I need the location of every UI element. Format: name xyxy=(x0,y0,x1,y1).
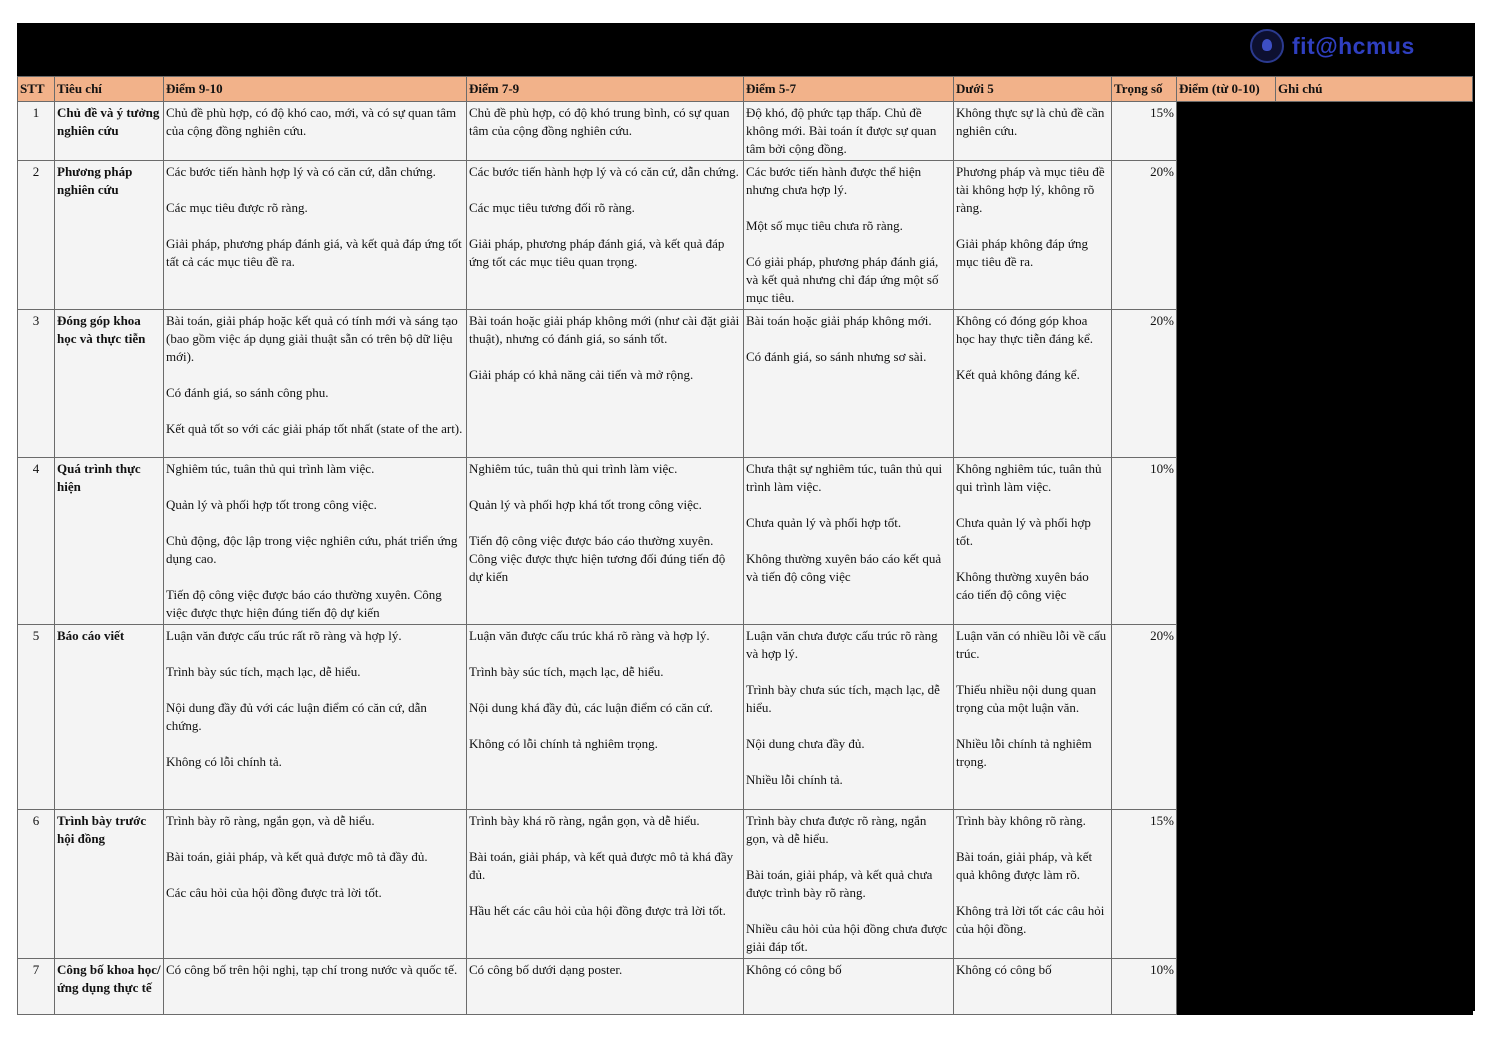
note-input-cell[interactable] xyxy=(1276,161,1473,310)
table-row xyxy=(18,310,1473,458)
row-stt: 2 xyxy=(18,161,55,310)
header-score-7-9: Điểm 7-9 xyxy=(467,77,744,102)
row-stt: 7 xyxy=(18,959,55,1015)
row-score-5-7: Luận văn chưa được cấu trúc rõ ràng và hợp lý. Trình bày chưa súc tích, mạch lạc, dễ hiểu. Nội dung chưa đầy đủ. Nhiều lỗi chính tả. xyxy=(744,625,954,810)
row-score-5-7: Chưa thật sự nghiêm túc, tuân thủ qui trình làm việc. Chưa quản lý và phối hợp tốt. Không thường xuyên báo cáo kết quả và tiến độ công việc xyxy=(744,458,954,625)
header-stt: STT xyxy=(18,77,55,102)
logo xyxy=(1250,28,1415,64)
note-input-cell[interactable] xyxy=(1276,625,1473,810)
row-criterion: Phương pháp nghiên cứu xyxy=(55,161,164,310)
header-score-9-10: Điểm 9-10 xyxy=(164,77,467,102)
header-below-5: Dưới 5 xyxy=(954,77,1112,102)
row-below-5: Không có đóng góp khoa học hay thực tiễn đáng kể. Kết quả không đáng kể. xyxy=(954,310,1112,458)
note-input-cell[interactable] xyxy=(1276,959,1473,1015)
table-row xyxy=(18,810,1473,959)
row-score-7-9: Các bước tiến hành hợp lý và có căn cứ, dẫn chứng. Các mục tiêu tương đối rõ ràng. Giải pháp, phương pháp đánh giá, và kết quả đáp ứng tốt các mục tiêu quan trọng. xyxy=(467,161,744,310)
row-score-5-7: Bài toán hoặc giải pháp không mới. Có đánh giá, so sánh nhưng sơ sài. xyxy=(744,310,954,458)
logo-text: fit@hcmus xyxy=(1292,32,1415,59)
table-row xyxy=(18,458,1473,625)
row-score-5-7: Trình bày chưa được rõ ràng, ngắn gọn, và dễ hiểu. Bài toán, giải pháp, và kết quả chưa được trình bày rõ ràng. Nhiều câu hỏi của hội đồng chưa được giải đáp tốt. xyxy=(744,810,954,959)
university-seal-icon xyxy=(1250,29,1284,63)
row-score-9-10: Nghiêm túc, tuân thủ qui trình làm việc. Quản lý và phối hợp tốt trong công việc. Chủ động, độc lập trong việc nghiên cứu, phát triển ứng dụng cao. Tiến độ công việc được báo cáo thường xuyên. Công việc được thực hiện đúng tiến độ dự kiến xyxy=(164,458,467,625)
note-input-cell[interactable] xyxy=(1276,458,1473,625)
score-input-cell[interactable] xyxy=(1177,625,1276,810)
row-weight: 20% xyxy=(1112,625,1177,810)
header-criterion: Tiêu chí xyxy=(55,77,164,102)
grading-rubric-table xyxy=(17,76,1473,1015)
row-score-7-9: Có công bố dưới dạng poster. xyxy=(467,959,744,1015)
row-score-5-7: Không có công bố xyxy=(744,959,954,1015)
score-input-cell[interactable] xyxy=(1177,810,1276,959)
row-below-5: Không thực sự là chủ đề cần nghiên cứu. xyxy=(954,102,1112,161)
note-input-cell[interactable] xyxy=(1276,810,1473,959)
row-score-7-9: Trình bày khá rõ ràng, ngắn gọn, và dễ hiểu. Bài toán, giải pháp, và kết quả được mô tả khá đầy đủ. Hầu hết các câu hỏi của hội đồng được trả lời tốt. xyxy=(467,810,744,959)
score-input-cell[interactable] xyxy=(1177,458,1276,625)
row-weight: 20% xyxy=(1112,161,1177,310)
row-stt: 6 xyxy=(18,810,55,959)
row-score-5-7: Các bước tiến hành được thể hiện nhưng chưa hợp lý. Một số mục tiêu chưa rõ ràng. Có giải pháp, phương pháp đánh giá, và kết quả nhưng chỉ đáp ứng một số mục tiêu. xyxy=(744,161,954,310)
header-weight: Trọng số xyxy=(1112,77,1177,102)
row-weight: 15% xyxy=(1112,102,1177,161)
row-score-9-10: Có công bố trên hội nghị, tạp chí trong nước và quốc tế. xyxy=(164,959,467,1015)
row-score-7-9: Chủ đề phù hợp, có độ khó trung bình, có sự quan tâm của cộng đồng nghiên cứu. xyxy=(467,102,744,161)
row-weight: 10% xyxy=(1112,959,1177,1015)
row-criterion: Chủ đề và ý tưởng nghiên cứu xyxy=(55,102,164,161)
row-score-9-10: Chủ đề phù hợp, có độ khó cao, mới, và có sự quan tâm của cộng đồng nghiên cứu. xyxy=(164,102,467,161)
score-input-cell[interactable] xyxy=(1177,161,1276,310)
header-score-5-7: Điểm 5-7 xyxy=(744,77,954,102)
row-below-5: Luận văn có nhiều lỗi về cấu trúc. Thiếu nhiều nội dung quan trọng của một luận văn. Nhiều lỗi chính tả nghiêm trọng. xyxy=(954,625,1112,810)
table-row xyxy=(18,161,1473,310)
row-below-5: Không nghiêm túc, tuân thủ qui trình làm việc. Chưa quản lý và phối hợp tốt. Không thường xuyên báo cáo tiến độ công việc xyxy=(954,458,1112,625)
table-row xyxy=(18,625,1473,810)
row-below-5: Không có công bố xyxy=(954,959,1112,1015)
header-row xyxy=(18,77,1473,102)
row-stt: 3 xyxy=(18,310,55,458)
row-stt: 5 xyxy=(18,625,55,810)
row-stt: 1 xyxy=(18,102,55,161)
row-criterion: Báo cáo viết xyxy=(55,625,164,810)
row-score-9-10: Bài toán, giải pháp hoặc kết quả có tính mới và sáng tạo (bao gồm việc áp dụng giải thuật sẵn có trên bộ dữ liệu mới). Có đánh giá, so sánh công phu. Kết quả tốt so với các giải pháp tốt nhất (state of the art). xyxy=(164,310,467,458)
table-row xyxy=(18,959,1473,1015)
row-criterion: Trình bày trước hội đồng xyxy=(55,810,164,959)
row-below-5: Phương pháp và mục tiêu đề tài không hợp lý, không rõ ràng. Giải pháp không đáp ứng mục tiêu đề ra. xyxy=(954,161,1112,310)
row-score-9-10: Các bước tiến hành hợp lý và có căn cứ, dẫn chứng. Các mục tiêu được rõ ràng. Giải pháp, phương pháp đánh giá, và kết quả đáp ứng tốt tất cả các mục tiêu đề ra. xyxy=(164,161,467,310)
row-criterion: Công bố khoa học/ứng dụng thực tế xyxy=(55,959,164,1015)
note-input-cell[interactable] xyxy=(1276,310,1473,458)
row-score-9-10: Trình bày rõ ràng, ngắn gọn, và dễ hiểu. Bài toán, giải pháp, và kết quả được mô tả đầy đủ. Các câu hỏi của hội đồng được trả lời tốt. xyxy=(164,810,467,959)
score-input-cell[interactable] xyxy=(1177,310,1276,458)
row-score-7-9: Bài toán hoặc giải pháp không mới (như cài đặt giải thuật), nhưng có đánh giá, so sánh tốt. Giải pháp có khả năng cải tiến và mở rộng. xyxy=(467,310,744,458)
table-row xyxy=(18,102,1473,161)
row-weight: 15% xyxy=(1112,810,1177,959)
score-input-cell[interactable] xyxy=(1177,959,1276,1015)
score-input-cell[interactable] xyxy=(1177,102,1276,161)
row-criterion: Quá trình thực hiện xyxy=(55,458,164,625)
row-below-5: Trình bày không rõ ràng. Bài toán, giải pháp, và kết quả không được làm rõ. Không trả lời tốt các câu hỏi của hội đồng. xyxy=(954,810,1112,959)
row-score-7-9: Nghiêm túc, tuân thủ qui trình làm việc. Quản lý và phối hợp khá tốt trong công việc. Tiến độ công việc được báo cáo thường xuyên. Công việc được thực hiện tương đối đúng tiến độ dự kiến xyxy=(467,458,744,625)
header-note: Ghi chú xyxy=(1276,77,1473,102)
row-stt: 4 xyxy=(18,458,55,625)
row-score-7-9: Luận văn được cấu trúc khá rõ ràng và hợp lý. Trình bày súc tích, mạch lạc, dễ hiểu. Nội dung khá đầy đủ, các luận điểm có căn cứ. Không có lỗi chính tả nghiêm trọng. xyxy=(467,625,744,810)
row-criterion: Đóng góp khoa học và thực tiễn xyxy=(55,310,164,458)
row-weight: 10% xyxy=(1112,458,1177,625)
row-score-9-10: Luận văn được cấu trúc rất rõ ràng và hợp lý. Trình bày súc tích, mạch lạc, dễ hiểu. Nội dung đầy đủ với các luận điểm có căn cứ, dẫn chứng. Không có lỗi chính tả. xyxy=(164,625,467,810)
header-score: Điểm (từ 0-10) xyxy=(1177,77,1276,102)
note-input-cell[interactable] xyxy=(1276,102,1473,161)
row-weight: 20% xyxy=(1112,310,1177,458)
row-score-5-7: Độ khó, độ phức tạp thấp. Chủ đề không mới. Bài toán ít được sự quan tâm bởi cộng đồng. xyxy=(744,102,954,161)
